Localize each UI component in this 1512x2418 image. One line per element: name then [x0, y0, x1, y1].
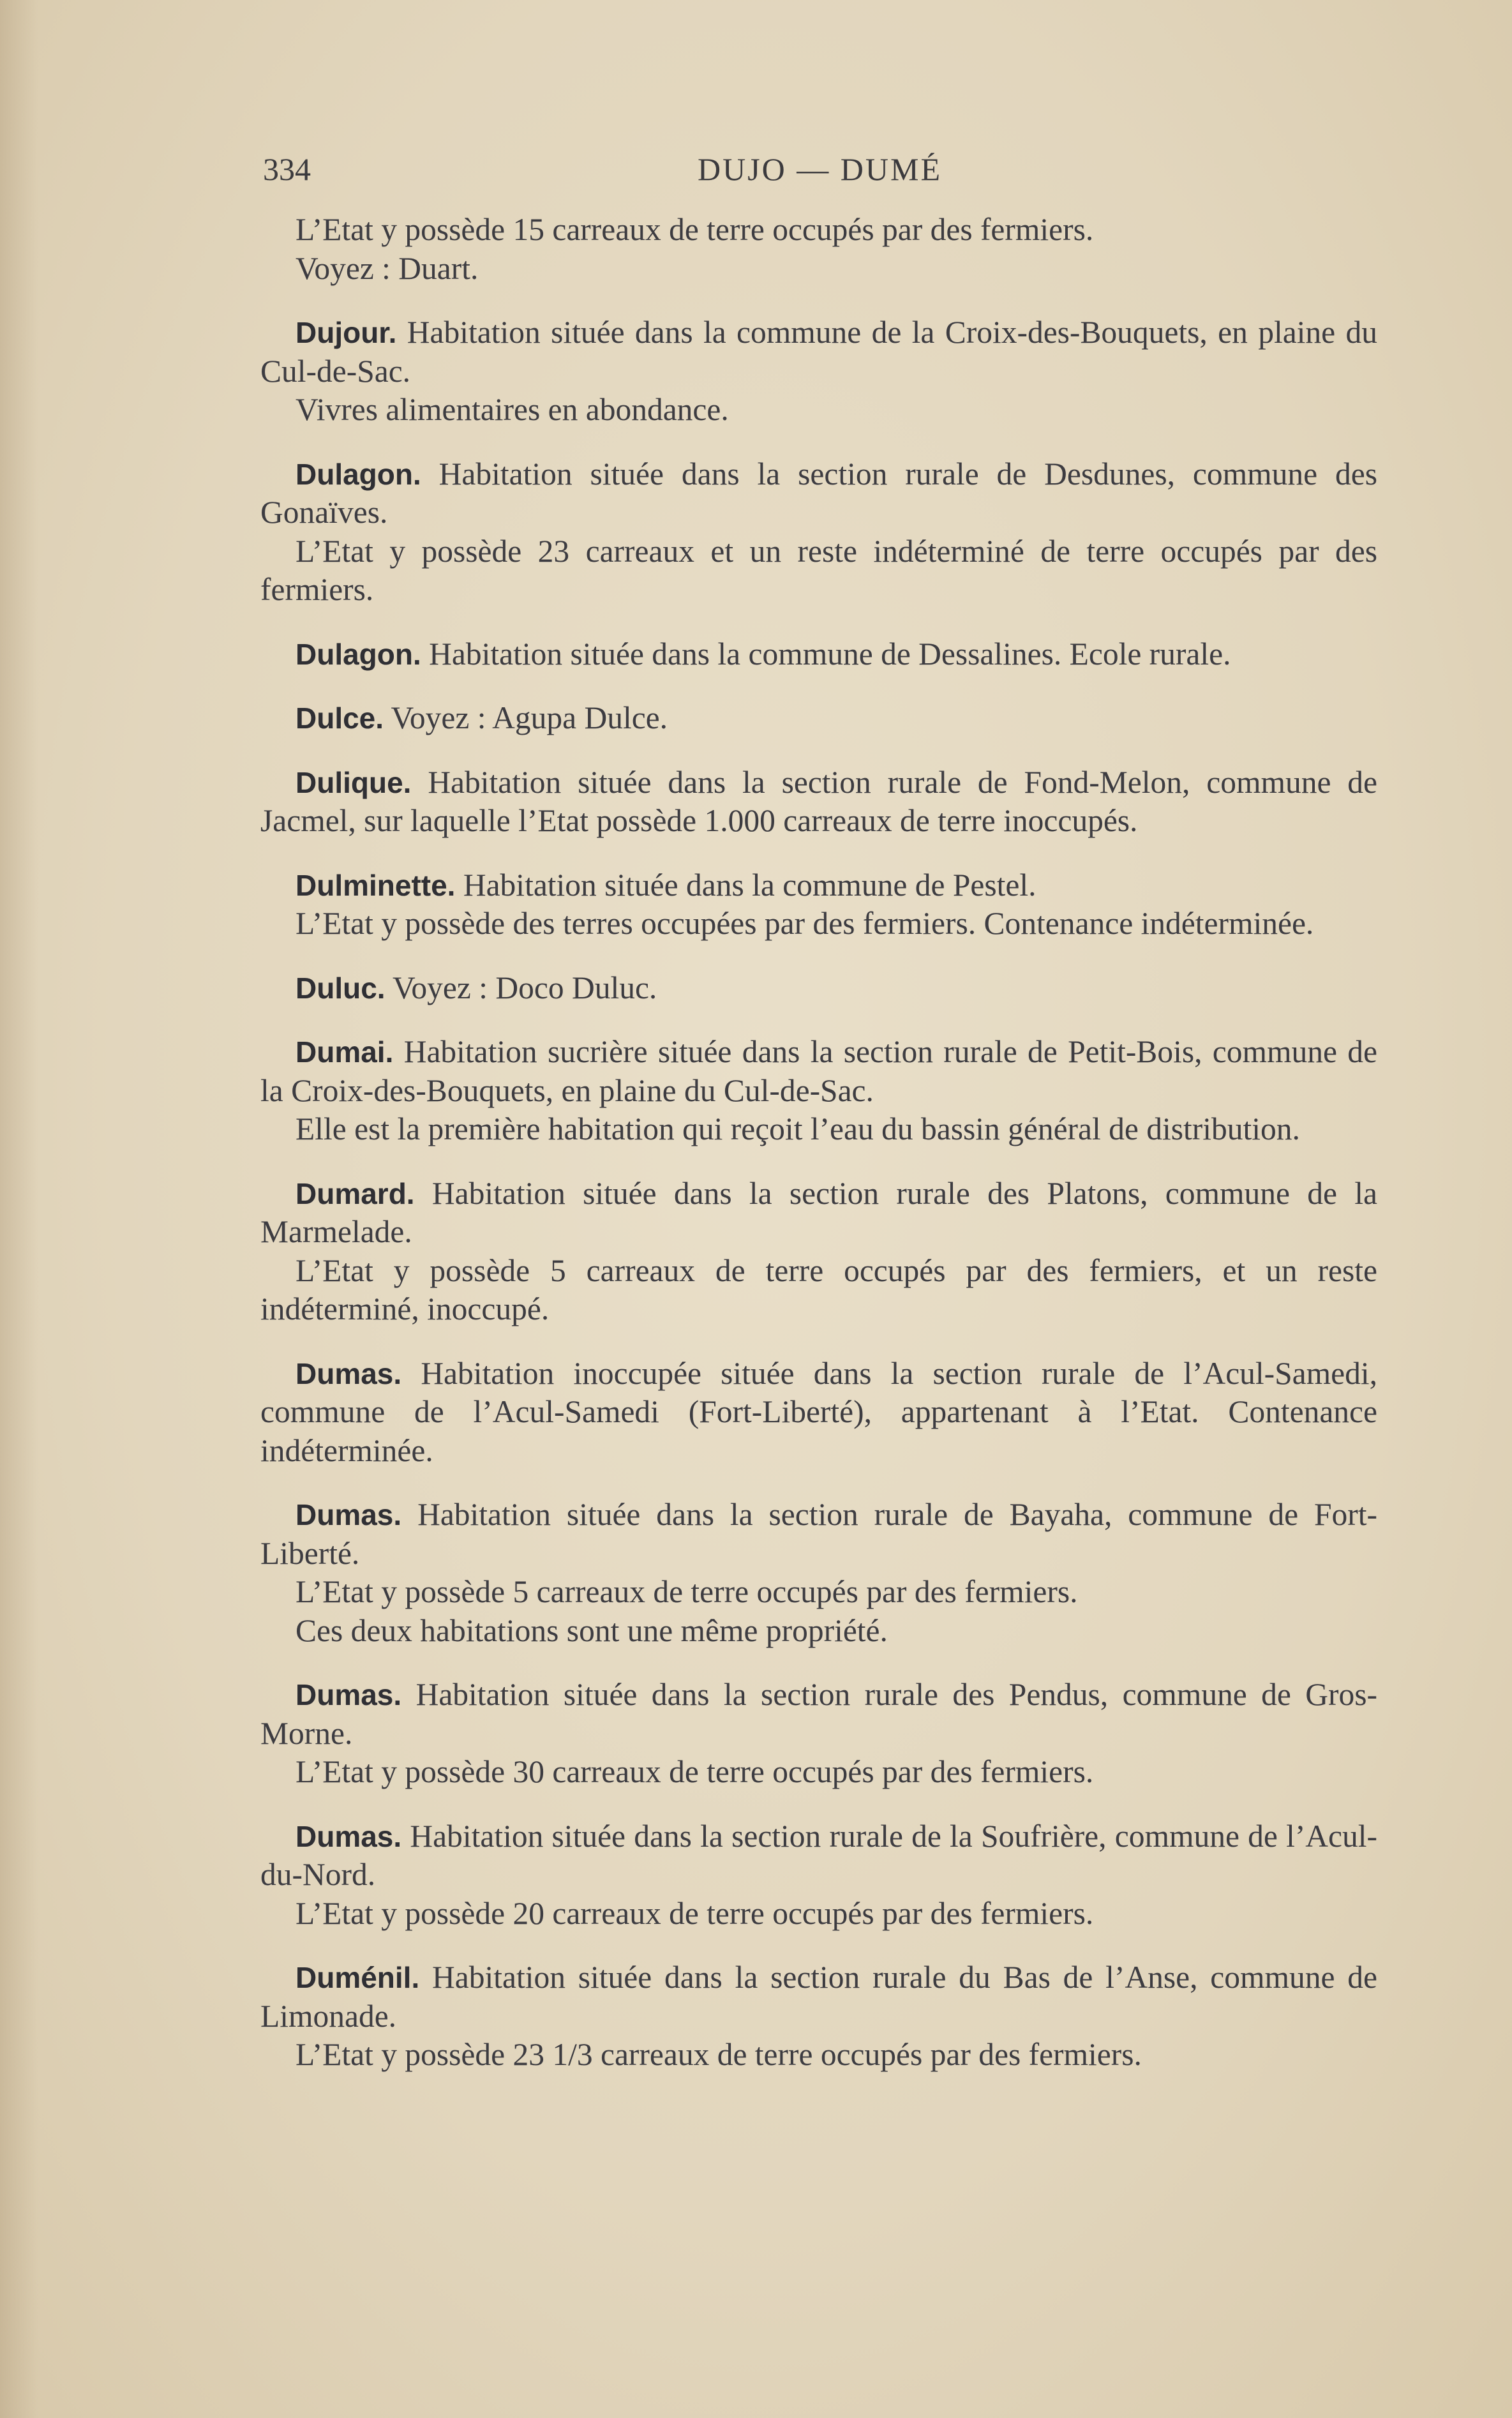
- entry-paragraph: [260, 969, 1377, 1008]
- entry-dumas-4: [260, 1817, 1377, 1934]
- entry-paragraph: Ces deux habitations sont une même propriété.: [296, 1612, 888, 1648]
- entry-headword: Dulagon.: [296, 457, 421, 491]
- entry-paragraph: [260, 1355, 1377, 1471]
- entry-text: Habitation située dans la commune de la Croix-des-Bouquets, en plaine du Cul-de-Sac.: [260, 315, 1377, 389]
- entry-dulminette: [260, 866, 1377, 943]
- entry-headword: Dulce.: [296, 702, 384, 735]
- running-head: [263, 151, 1377, 195]
- entry-headword: Dulminette.: [296, 868, 456, 902]
- entry-dulique: [260, 763, 1377, 841]
- entry-text: Habitation située dans la section rurale de Fond-Melon, commune de Jacmel, sur laquelle l’Etat possède 1.000 carreaux de terre inoccupés.: [260, 764, 1378, 838]
- entry-dumas-3: [260, 1676, 1377, 1792]
- entry-paragraph: L’Etat y possède 23 carreaux et un reste indéterminé de terre occupés par des fermiers.: [260, 533, 1377, 607]
- entry-dumard: [260, 1175, 1377, 1329]
- entry-paragraph: Vivres alimentaires en abondance.: [296, 392, 729, 427]
- entry-text: Habitation située dans la section rurale de Bayaha, commune de Fort-Liberté.: [260, 1497, 1377, 1571]
- entry-paragraph: Elle est la première habitation qui reçoit l’eau du bassin général de distribution.: [296, 1111, 1300, 1146]
- entry-paragraph: L’Etat y possède 15 carreaux de terre occupés par des fermiers.: [296, 212, 1094, 247]
- entry-dulagon-2: [260, 635, 1377, 674]
- entry-paragraph: L’Etat y possède des terres occupées par des fermiers. Contenance indéterminée.: [296, 906, 1314, 941]
- entry-paragraph: [260, 699, 1377, 738]
- dictionary-body: [260, 211, 1377, 2100]
- entry-duluc: [260, 969, 1377, 1008]
- running-title: DUJO — DUMÉ: [698, 151, 942, 187]
- entry-headword: Dumas.: [296, 1498, 402, 1531]
- entry-dumas-1: [260, 1355, 1377, 1471]
- entry-dumas-2: [260, 1496, 1377, 1650]
- entry-text: Habitation située dans la commune de Dessalines. Ecole rurale.: [429, 636, 1231, 672]
- page-number: 334: [263, 151, 311, 187]
- entry-text: Habitation située dans la section rurale de la Soufrière, commune de l’Acul-du-Nord.: [260, 1818, 1378, 1892]
- entry-text: Voyez : Agupa Dulce.: [391, 700, 668, 735]
- entry-paragraph: [260, 635, 1377, 674]
- entry-headword: Dumas.: [296, 1819, 402, 1853]
- entry-text: Habitation située dans la section rurale de Desdunes, commune des Gonaïves.: [260, 456, 1377, 530]
- entry-paragraph: [260, 455, 1377, 532]
- entry-headword: Dujour.: [296, 316, 397, 349]
- entry-paragraph: [260, 763, 1377, 841]
- entry-text: Habitation située dans la commune de Pestel.: [463, 867, 1037, 903]
- entry-dulagon-1: [260, 455, 1377, 610]
- entry-dumai: [260, 1033, 1377, 1149]
- entry-text: Habitation située dans la section rurale du Bas de l’Anse, commune de Limonade.: [260, 1960, 1378, 2034]
- entry-paragraph: L’Etat y possède 20 carreaux de terre occupés par des fermiers.: [296, 1895, 1094, 1931]
- entry-paragraph: [260, 1175, 1377, 1252]
- entry-text: Habitation située dans la section rurale des Platons, commune de la Marmelade.: [260, 1175, 1378, 1249]
- entry-headword: Dumas.: [296, 1678, 402, 1711]
- entry-headword: Dumai.: [296, 1035, 394, 1069]
- entry-paragraph: [260, 1033, 1377, 1110]
- entry-paragraph: L’Etat y possède 5 carreaux de terre occupés par des fermiers.: [296, 1574, 1078, 1609]
- entry-paragraph: [260, 313, 1377, 391]
- entry-paragraph: L’Etat y possède 5 carreaux de terre occupés par des fermiers, et un reste indéterminé, inoccupé.: [260, 1252, 1377, 1326]
- entry-headword: Dumas.: [296, 1356, 402, 1390]
- entry-text: Habitation sucrière située dans la section rurale de Petit-Bois, commune de la Croix-des-Bouquets, en plaine du Cul-de-Sac.: [260, 1034, 1378, 1108]
- entry-headword: Dulagon.: [296, 637, 421, 671]
- entry-headword: Duménil.: [296, 1961, 420, 1994]
- entry-dujour: [260, 313, 1377, 430]
- entry-headword: Dumard.: [296, 1176, 415, 1210]
- entry-text: Habitation inoccupée située dans la section rurale de l’Acul-Samedi, commune de l’Acul-Samedi (Fort-Liberté), appartenant à l’Etat. Contenance indéterminée.: [260, 1355, 1378, 1468]
- entry-paragraph: [260, 1676, 1377, 1753]
- entry-paragraph: [260, 1496, 1377, 1573]
- entry-paragraph: [260, 1817, 1377, 1895]
- entry-dulce: [260, 699, 1377, 738]
- entry-paragraph: Voyez : Duart.: [296, 250, 479, 286]
- entry-continuation: [260, 211, 1377, 288]
- entry-headword: Duluc.: [296, 971, 385, 1005]
- entry-text: Habitation située dans la section rurale des Pendus, commune de Gros-Morne.: [260, 1677, 1378, 1751]
- entry-dumenil: [260, 1958, 1377, 2075]
- entry-headword: Dulique.: [296, 765, 412, 799]
- entry-paragraph: [260, 866, 1377, 905]
- entry-paragraph: [260, 1958, 1377, 2036]
- entry-paragraph: L’Etat y possède 23 1/3 carreaux de terre occupés par des fermiers.: [296, 2037, 1142, 2072]
- entry-text: Voyez : Doco Duluc.: [393, 970, 657, 1005]
- entry-paragraph: L’Etat y possède 30 carreaux de terre occupés par des fermiers.: [296, 1754, 1094, 1789]
